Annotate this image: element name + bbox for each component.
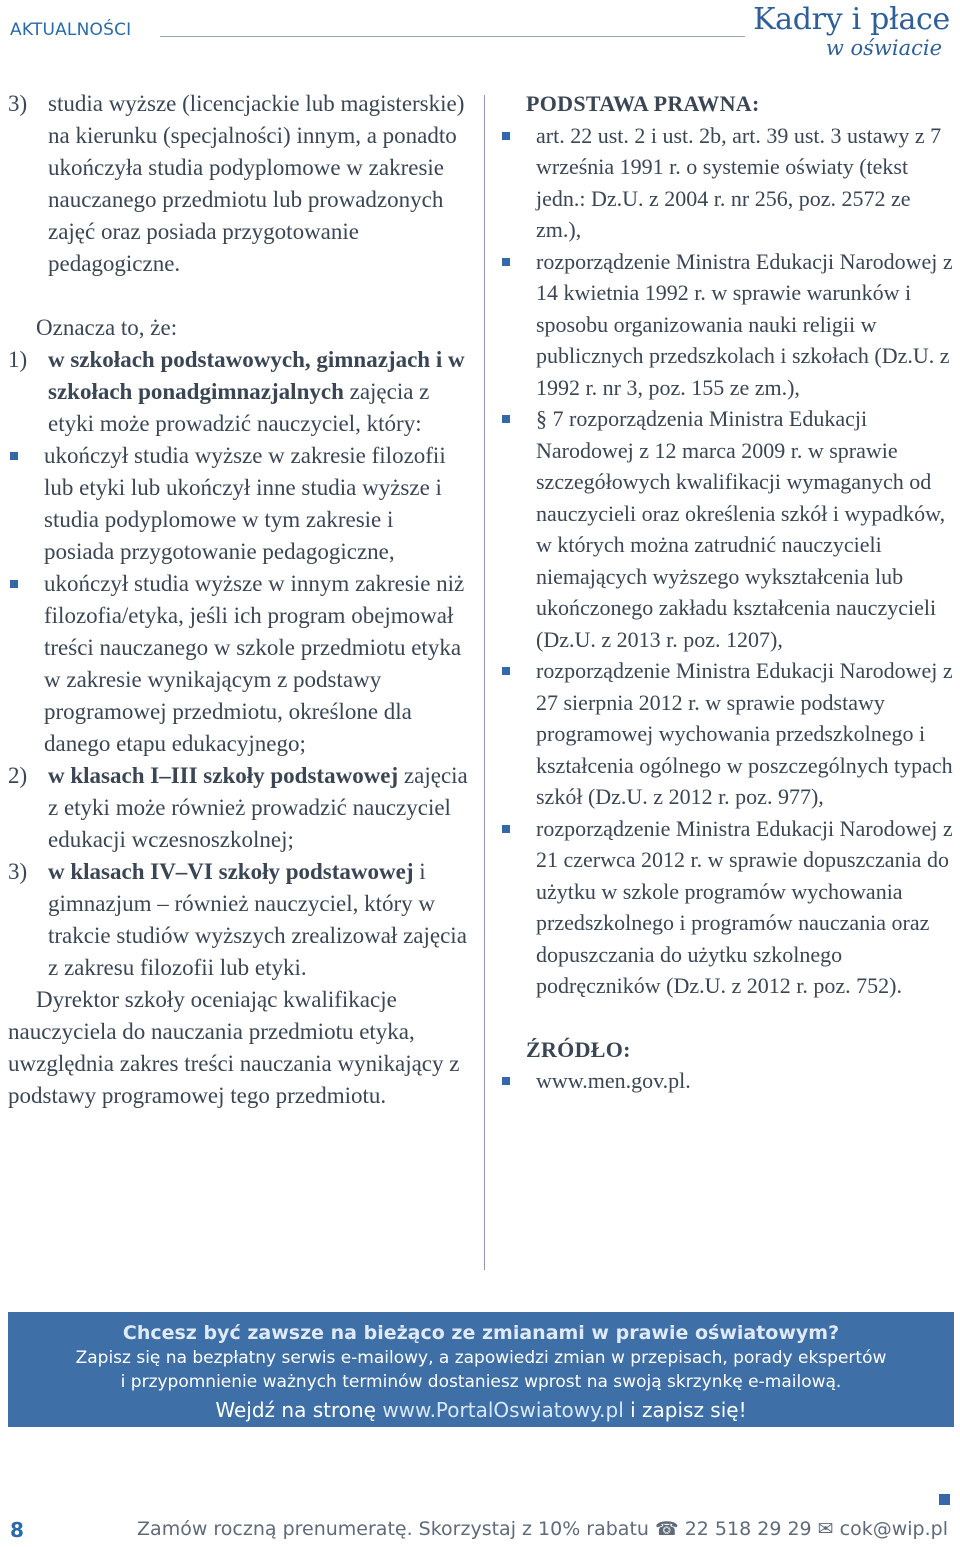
item-bold: w klasach IV–VI szkoły podstawowej bbox=[48, 859, 414, 884]
list-item bbox=[8, 344, 468, 440]
item-bold: w klasach I–III szkoły podstawowej bbox=[48, 763, 399, 788]
banner-cta-pre: Wejdź na stronę bbox=[215, 1398, 383, 1422]
bullet-icon bbox=[502, 415, 510, 423]
page-header bbox=[0, 0, 960, 70]
right-column bbox=[500, 88, 956, 1097]
bullet-text: rozporządzenie Ministra Edukacji Narodowej z 27 sierpnia 2012 r. w sprawie podstawy programowej wychowania przedszkolnego i kształcenia ogólnego w poszczególnych typach szkół (Dz.U. z 2012 r. poz. 977), bbox=[536, 658, 953, 809]
bullet-item bbox=[500, 246, 956, 404]
bullet-item bbox=[500, 655, 956, 813]
closing-paragraph: Dyrektor szkoły oceniając kwalifikacje nauczyciela do nauczania przedmiotu etyka, uwzględnia zakres treści nauczania wynikający z podstawy programowej tego przedmiotu. bbox=[8, 987, 460, 1108]
newsletter-banner bbox=[8, 1312, 954, 1427]
list-item bbox=[8, 760, 468, 856]
bullet-item bbox=[500, 1065, 956, 1097]
bullet-item bbox=[500, 403, 956, 655]
bullet-text: ukończył studia wyższe w innym zakresie niż filozofia/etyka, jeśli ich program obejmował treści nauczanego w szkole przedmiotu etyka w zakresie wynikającym z podstawy programowej przedmiotu, określone dla danego etapu edukacyjnego; bbox=[44, 571, 465, 756]
bullet-icon bbox=[502, 132, 510, 140]
banner-text-2: i przypomnienie ważnych terminów dostaniesz wprost na swoją skrzynkę e-mailową. bbox=[120, 1372, 842, 1392]
item-text: zajęcia z etyki może prowadzić nauczyciel, który: bbox=[48, 379, 430, 436]
bullet-icon bbox=[10, 580, 18, 588]
promo-text: Zamów roczną prenumeratę. Skorzystaj z 10% rabatu bbox=[137, 1518, 649, 1540]
footer-promo bbox=[137, 1518, 948, 1540]
bullet-text: rozporządzenie Ministra Edukacji Narodowej z 21 czerwca 2012 r. w sprawie dopuszczania do użytku w szkole programów wychowania przedszkolnego i programów nauczania oraz dopuszczania do użytku szkolnego podręczników (Dz.U. z 2012 r. poz. 752). bbox=[536, 815, 953, 998]
brand-title: Kadry i płace bbox=[753, 2, 950, 37]
bullet-icon bbox=[10, 452, 18, 460]
bullet-item bbox=[500, 120, 956, 246]
bullet-text: ukończył studia wyższe w zakresie filozofii lub etyki lub ukończył inne studia wyższe i studia podyplomowe w tym zakresie i posiada przygotowanie pedagogiczne, bbox=[44, 443, 446, 564]
brand-subtitle: w oświacie bbox=[825, 36, 942, 60]
item-number: 3) bbox=[8, 91, 28, 116]
item-bold: w szkołach podstawowych, gimnazjach i w szkołach ponadgimnazjalnych bbox=[48, 347, 465, 404]
item-number: 2) bbox=[8, 763, 28, 788]
bullet-item bbox=[500, 813, 956, 1002]
item-number: 1) bbox=[8, 347, 28, 372]
oznacza-line: Oznacza to, że: bbox=[36, 315, 178, 340]
source-link[interactable]: www.men.gov.pl. bbox=[536, 1068, 691, 1093]
list-item bbox=[8, 856, 468, 984]
banner-text-1: Zapisz się na bezpłatny serwis e-mailowy, a zapowiedzi zmian w przepisach, porady ekspertów bbox=[75, 1348, 887, 1368]
corner-square-icon bbox=[939, 1494, 950, 1505]
bullet-icon bbox=[502, 825, 510, 833]
bullet-text: art. 22 ust. 2 i ust. 2b, art. 39 ust. 3 ustawy z 7 września 1991 r. o systemie oświaty (tekst jedn.: Dz.U. z 2004 r. nr 256, poz. 2572 ze zm.), bbox=[536, 122, 942, 242]
bullet-icon bbox=[502, 667, 510, 675]
bullet-icon bbox=[502, 1077, 510, 1085]
banner-cta bbox=[8, 1396, 954, 1424]
banner-headline: Chcesz być zawsze na bieżąco ze zmianami w prawie oświatowym? bbox=[122, 1322, 840, 1344]
item-text: zajęcia z etyki może również prowadzić nauczyciel edukacji wczesnoszkolnej; bbox=[48, 763, 468, 852]
bullet-item bbox=[8, 440, 468, 568]
bullet-text: § 7 rozporządzenia Ministra Edukacji Narodowej z 12 marca 2009 r. w sprawie szczegółowych kwalifikacji wymaganych od nauczycieli oraz określenia szkół i wypadków, w których można zatrudnić nauczycieli niemających wyższego wykształcenia lub ukończonego zakładu kształcenia nauczycieli (Dz.U. z 2013 r. poz. 1207), bbox=[536, 406, 946, 652]
page-footer bbox=[0, 1480, 960, 1547]
bullet-item bbox=[8, 568, 468, 760]
phone-icon: ☎ bbox=[655, 1518, 679, 1540]
left-column bbox=[8, 88, 468, 1112]
envelope-icon: ✉ bbox=[817, 1518, 834, 1540]
header-rule bbox=[160, 36, 745, 37]
bullet-text: rozporządzenie Ministra Edukacji Narodowej z 14 kwietnia 1992 r. w sprawie warunków i sposobu organizowania nauki religii w publicznych przedszkolach i szkołach (Dz.U. z 1992 r. nr 3, poz. 155 ze zm.), bbox=[536, 248, 953, 400]
email-link[interactable]: cok@wip.pl bbox=[839, 1518, 948, 1540]
item-number: 3) bbox=[8, 859, 28, 884]
column-divider bbox=[484, 95, 485, 1270]
brand-logo bbox=[710, 0, 950, 60]
banner-cta-post: i zapisz się! bbox=[623, 1398, 747, 1422]
list-item bbox=[8, 88, 468, 280]
section-label: AKTUALNOŚCI bbox=[10, 20, 132, 40]
item-text: studia wyższe (licencjackie lub magisterskie) na kierunku (specjalności) innym, a ponadto ukończyła studia podyplomowe w zakresie nauczanego przedmiotu lub prowadzonych zajęć oraz posiada przygotowanie pedagogiczne. bbox=[48, 91, 465, 276]
phone-number[interactable]: 22 518 29 29 bbox=[684, 1518, 812, 1540]
portal-link[interactable]: www.PortalOswiatowy.pl bbox=[382, 1398, 624, 1422]
source-heading: ŹRÓDŁO: bbox=[526, 1036, 631, 1062]
item-text: i gimnazjum – również nauczyciel, który w trakcie studiów wyższych zrealizował zajęcia z zakresu filozofii lub etyki. bbox=[48, 859, 467, 980]
legal-basis-heading: PODSTAWA PRAWNA: bbox=[526, 91, 760, 116]
bullet-icon bbox=[502, 258, 510, 266]
page-number: 8 bbox=[10, 1518, 24, 1542]
